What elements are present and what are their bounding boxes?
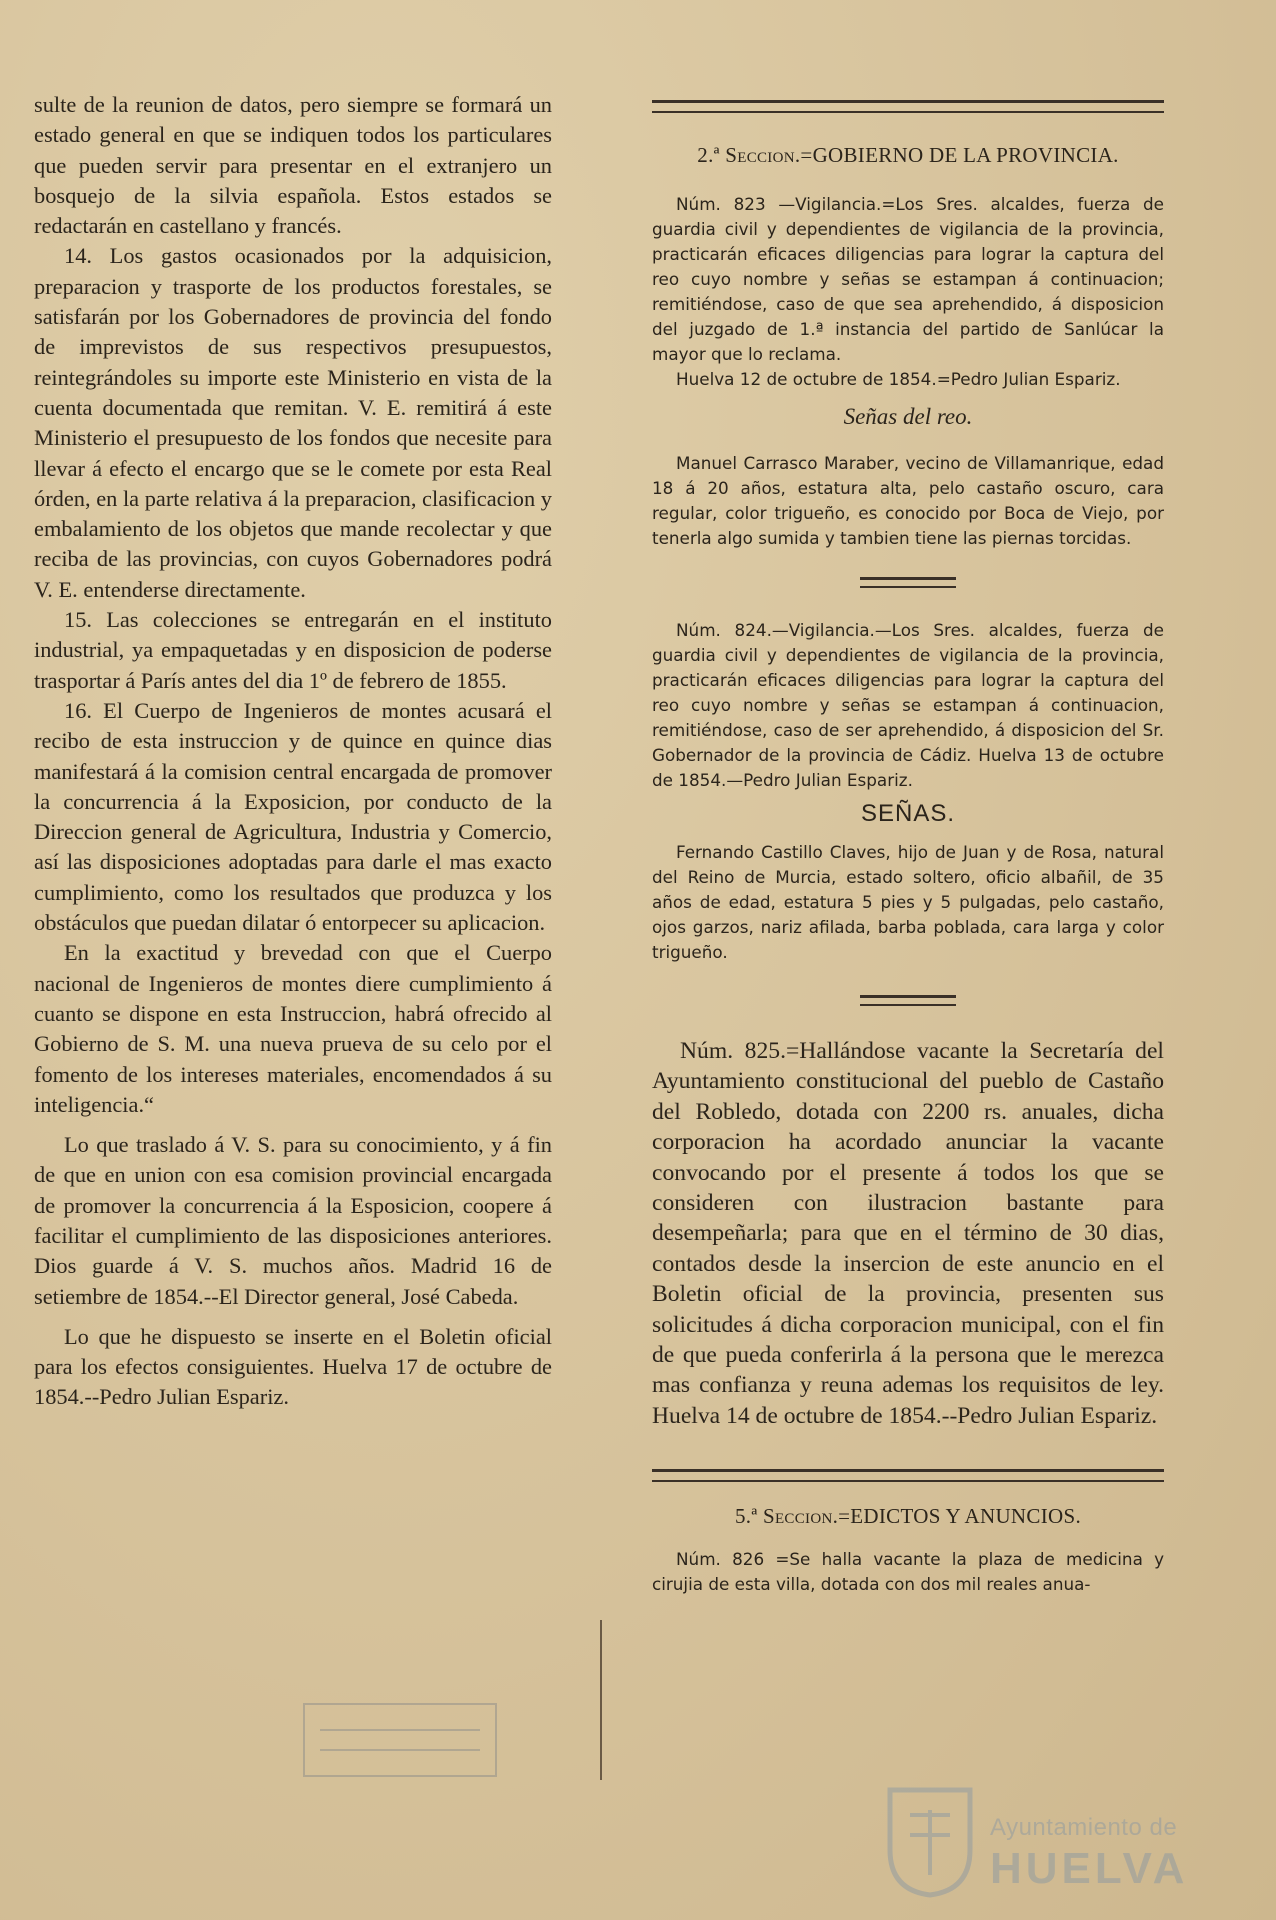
city-crest-icon: [880, 1780, 980, 1900]
notice-823-signature: Huelva 12 de octubre de 1854.=Pedro Julian Espariz.: [676, 369, 1121, 389]
paragraph-transfer: Lo que traslado á V. S. para su conocimiento, y á fin de que en union con esa comision provincial encargada de promover la concurrencia á la Esposicion, coopere á facilitar el cumplimiento de las disposiciones anteriores. Dios guarde á V. S. muchos años. Madrid 16 de setiembre de 1854.--El Director general, José Cabeda.: [34, 1132, 552, 1309]
paragraph-article-15: 15. Las colecciones se entregarán en el instituto industrial, ya empaquetadas y en disposicion de poderse trasportar á París antes del dia 1º de febrero de 1855.: [34, 607, 552, 693]
column-divider: [600, 1620, 602, 1780]
separator-rule-1: [860, 577, 956, 588]
section-rule-bottom: [652, 1469, 1164, 1482]
left-column: [34, 90, 552, 1413]
section-5-title: =EDICTOS Y ANUNCIOS.: [838, 1504, 1081, 1529]
paragraph-article-14: 14. Los gastos ocasionados por la adquisicion, preparacion y trasporte de los productos forestales, se satisfarán por los Gobernadores de provincia del fondo de imprevistos de sus respectivos presupuestos, reintegrándoles su importe este Ministerio en vista de la cuenta documentada que remitan. V. E. remitirá á este Ministerio el presupuesto de los fondos que necesite para llevar á efecto el encargo que se le comete por esta Real órden, en la parte relativa á la preparacion, clasificacion y embalamiento de los objetos que mande recolectar y que reciba de las provincias, con cuyos Gobernadores podrá V. E. entenderse directamente.: [34, 243, 552, 602]
watermark-line-1: Ayuntamiento de: [990, 1814, 1178, 1841]
paragraph-continuation: sulte de la reunion de datos, pero siempre se formará un estado general en que se indiquen todos los particulares que pueden servir para presentar en el extranjero un bosquejo de la silvia española. Estos estados se redactarán en castellano y francés.: [34, 92, 552, 239]
paragraph-article-16: 16. El Cuerpo de Ingenieros de montes acusará el recibo de esta instruccion y de quince en quince dias manifestará á la comision central encargada de promover la concurrencia á la Exposicion, por conducto de la Direccion general de Agricultura, Industria y Comercio, así las disposiciones adoptadas para darle el mas exacto cumplimiento, como los resultados que produzca y los obstáculos que puedan dilatar ó entorpecer su aplicacion.: [34, 697, 552, 936]
notice-824-signs-title: SEÑAS.: [860, 800, 956, 827]
notice-823-signs: Manuel Carrasco Maraber, vecino de Villamanrique, edad 18 á 20 años, estatura alta, pelo castaño oscuro, cara regular, color trigueño, es conocido por Boca de Viejo, por tenerla algo sumida y tambien tiene las piernas torcidas.: [652, 453, 1164, 548]
section-rule-top: [652, 100, 1164, 113]
notice-824-signs: Fernando Castillo Claves, hijo de Juan y de Rosa, natural del Reino de Murcia, estado soltero, oficio albañil, de 35 años de edad, estatura 5 pies y 5 pulgadas, pelo castaño, ojos garzos, nariz afilada, barba poblada, cara larga y color trigueño.: [652, 842, 1164, 962]
stamp-mark-icon: [300, 1700, 500, 1780]
section-2-prefix: 2.ª Seccion.: [697, 143, 801, 167]
section-2-title: =GOBIERNO DE LA PROVINCIA.: [800, 143, 1119, 167]
right-column: [652, 96, 1164, 1597]
watermark-line-2: HUELVA: [990, 1844, 1189, 1893]
notice-824: Núm. 824.—Vigilancia.—Los Sres. alcaldes, fuerza de guardia civil y dependientes de vigilancia de la provincia, practicarán eficaces diligencias para lograr la captura del reo cuyo nombre y señas se estampan á continuacion, remitiéndose, caso de ser aprehendido, á disposicion del Sr. Gobernador de la provincia de Cádiz. Huelva 13 de octubre de 1854.—Pedro Julian Espariz.: [652, 620, 1164, 790]
notice-823: Núm. 823 —Vigilancia.=Los Sres. alcaldes, fuerza de guardia civil y dependientes de vigilancia de la provincia, practicarán eficaces diligencias para lograr la captura del reo cuyo nombre y señas se estampan á continuacion; remitiéndose, caso de que sea aprehendido, á disposicion del juzgado de 1.ª instancia del partido de Sanlúcar la mayor que lo reclama.: [652, 194, 1164, 364]
paragraph-publication: Lo que he dispuesto se inserte en el Boletin oficial para los efectos consiguientes. Huelva 17 de octubre de 1854.--Pedro Julian Espariz.: [34, 1323, 552, 1410]
notice-823-signs-title: Señas del reo.: [843, 404, 973, 429]
section-5-prefix: 5.ª Seccion.: [735, 1504, 839, 1529]
separator-rule-2: [860, 995, 956, 1006]
section-2-heading: [652, 143, 1164, 168]
notice-825: Núm. 825.=Hallándose vacante la Secretaría del Ayuntamiento constitucional del pueblo de Castaño del Robledo, dotada con 2200 rs. anuales, dicha corporacion ha acordado anunciar la vacante convocando por el presente á todos los que se consideren con ilustracion bastante para desempeñarla; para que en el término de 30 dias, contados desde la insercion de este anuncio en el Boletin oficial de la provincia, presenten sus solicitudes á dicha corporacion municipal, con el fin de que pueda conferirla á la persona que le merezca mas confianza y reuna ademas los requisitos de ley. Huelva 14 de octubre de 1854.--Pedro Julian Espariz.: [652, 1038, 1164, 1429]
library-stamp: [300, 1700, 500, 1780]
section-5-heading: [652, 1504, 1164, 1529]
paragraph-closing-instruction: En la exactitud y brevedad con que el Cuerpo nacional de Ingenieros de montes diere cumplimiento á cuanto se dispone en esta Instruccion, habrá ofrecido al Gobierno de S. M. una nueva prueva de su celo por el fomento de los intereses materiales, encomendados á su inteligencia.“: [34, 940, 552, 1117]
notice-826: Núm. 826 =Se halla vacante la plaza de medicina y cirujia de esta villa, dotada con dos mil reales anua-: [652, 1549, 1164, 1595]
watermark: [860, 1770, 1220, 1910]
